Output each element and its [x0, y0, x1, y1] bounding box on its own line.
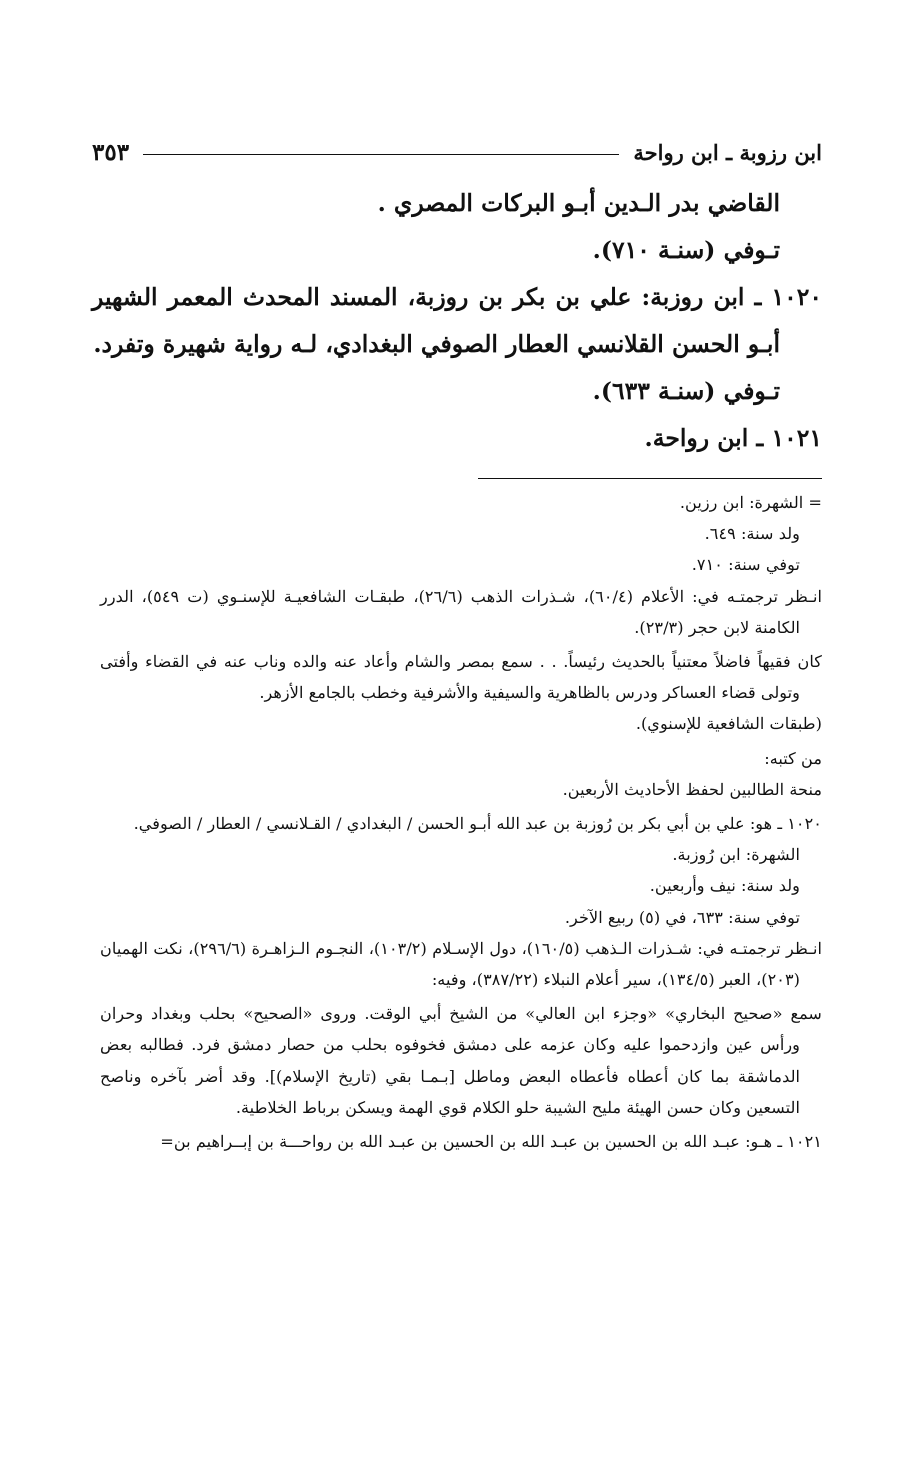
fn-prev-quote: كان فقيهاً فاضلاً معتنياً بالحديث رئيساً. . . سمع بمصر والشام وأعاد عنه والده وناب عنه في القضاء وأفتى وتولى قضاء العساكر ودرس بالظاهرية والسيفية والأشرفية وخطب بالجامع الأزهر. [100, 652, 822, 703]
fn-prev-book: منحة الطالبين لحفظ الأحاديث الأربعين. [562, 779, 822, 799]
fn-prev-sources: انـظر ترجمتـه في: الأعلام (٦٠/٤)، شـذرات الذهب (٢٦/٦)، طبقـات الشافعيـة للإسنـوي (ت ٥٤٩)، الدرر الكامنة لابن حجر (٢٣/٣). [100, 586, 823, 637]
entry-1020-death: تـوفي (سنـة ٦٣٣). [592, 377, 780, 405]
fn-1020-sources: انـظر ترجمتـه في: شـذرات الـذهب (١٦٠/٥)، دول الإسـلام (١٠٣/٢)، النجـوم الـزاهـرة (٢٩٦/٦)، نكت الهميان (٢٠٣)، العبر (١٣٤/٥)، سير أعلام النبلاء (٣٨٧/٢٢)، وفيه: [100, 938, 823, 990]
fn-1020-died: توفي سنة: ٦٣٣، في (٥) ربيع الآخر. [564, 907, 800, 927]
entry-1021-number: ١٠٢١ ـ [756, 424, 822, 452]
fn-prev-books-label: من كتبه: [764, 748, 822, 768]
entry-1021 [92, 415, 822, 462]
main-text [92, 180, 822, 462]
footnotes [100, 487, 822, 1157]
fn-1021-head: ١٠٢١ ـ هـو: عبـد الله بن الحسين بن عبـد الله بن الحسين بن عبـد الله بن رواحـــة بن إبــراهيم بن= [160, 1132, 822, 1152]
page-number: ٣٥٣ [92, 138, 130, 166]
running-title: ابن رزوبة ـ ابن رواحة [633, 139, 822, 165]
continued-entry-line: القاضي بدر الـدين أبـو البركات المصري . [377, 189, 780, 217]
fn-1020-head: ١٠٢٠ ـ هو: علي بن أبي بكر بن رُوزبة بن عبد الله أبـو الحسن / البغدادي / القـلانسي / العطار / الصوفي. [133, 814, 822, 834]
entry-1021-text: ابن رواحة. [644, 424, 749, 452]
fn-1020-born: ولد سنة: نيف وأربعين. [649, 876, 800, 896]
continued-entry-death: تـوفي (سنـة ٧١٠). [592, 236, 780, 264]
fn-prev-fame: = الشهرة: ابن رزين. [679, 493, 822, 512]
fn-prev-born: ولد سنة: ٦٤٩. [704, 524, 800, 544]
entry-1020-number: ١٠٢٠ ـ [754, 283, 822, 311]
fn-prev-quote-source: (طبقات الشافعية للإسنوي). [635, 714, 822, 734]
fn-1020-quote: سمع «صحيح البخاري» «وجزء ابن العالي» من الشيخ أبي الوقت. وروى «الصحيح» بحلب وبغداد وحران ورأس عين وازدحموا عليه وكان عزمه على دمشق فخوفوه بحلب من حصار دمشق فرد. فطالبه بعض الدماشقة بما كان أعطاه فأعطاه البعض وماطل [بـمـا بقي (تاريخ الإسلام)]. وقد أضر بآخره وناصح التسعين وكان حسن الهيئة مليح الشيبة حلو الكلام قوي الهمة ويسكن برباط الخلاطية. [100, 1004, 822, 1117]
header-rule [143, 154, 619, 155]
page-header [92, 134, 822, 170]
entry-1020 [92, 274, 822, 368]
fn-prev-died: توفي سنة: ٧١٠. [691, 555, 800, 575]
fn-1020-fame: الشهرة: ابن رُوزبة. [672, 845, 800, 865]
entry-1020-text: ابن روزبة: علي بن بكر بن روزبة، المسند المحدث المعمر الشهير أبـو الحسن القلانسي العطار الصوفي البغدادي، لـه رواية شهيرة وتفرد. [92, 283, 780, 358]
footnote-divider [478, 478, 822, 479]
